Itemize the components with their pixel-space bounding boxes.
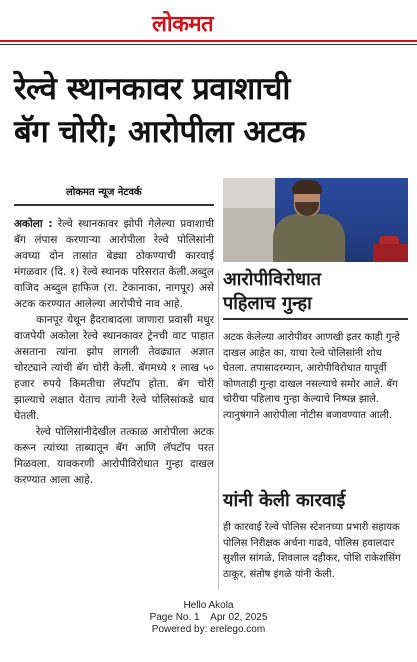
newspaper-logo: लोकमत: [152, 12, 214, 37]
article-body: [14, 216, 214, 610]
masthead: [0, 0, 417, 46]
masthead-thin-rule: [0, 44, 417, 45]
sidebar-1-rule: [223, 318, 408, 320]
sidebar-2-heading: यांनी केली कारवाई: [223, 490, 346, 511]
article-headline: [14, 68, 406, 154]
footer-page-date: Page No. 1 Apr 02, 2025: [149, 612, 268, 623]
footer-powered-by: Powered by: erelego.com: [151, 624, 266, 635]
byline-box: [14, 178, 214, 206]
paragraph-3: रेल्वे पोलिसांनीदेखील तत्काळ आरोपीला अटक करून त्यांच्या ताब्यातून बॅग आणि लॅपटॉप परत मिळवला. यावकरणी आरोपीविरोधात गुन्हा दाखल करण्यात आला आहे.: [14, 426, 214, 486]
paragraph-1: [14, 216, 214, 312]
sidebar-1-heading: [223, 268, 408, 316]
paragraph-2: कानपूर येथून हैदराबादला जाणारा प्रवासी मधुर वाजपेयी अकोला रेल्वे स्थानकावर ट्रेनची वाट पाहात असताना त्यांना झोप लागली तेवढ्यात अज्ञात चोरट्याने त्यांची बॅग चोरी केली. बॅगमध्ये १ लाख ५० हजार रुपये किमतीचा लॅपटॉप होता. बॅग चोरी झाल्याचे लक्षात येताच त्यांनी रेल्वे पोलिसांकडे धाव घेतली.: [14, 314, 214, 422]
masthead-red-rule: [0, 40, 417, 42]
headline-line-2: बॅग चोरी; आरोपीला अटक: [14, 114, 306, 150]
accused-photo: [223, 178, 408, 262]
headline-line-1: रेल्वे स्थानकावर प्रवाशाची: [14, 71, 290, 107]
footer-edition: Hello Akola: [183, 600, 234, 611]
paragraph-1-text: रेल्वे स्थानकावर झोपी गेलेल्या प्रवाशाची बॅग लंपास करणाऱ्या आरोपीला रेल्वे पोलिसांनी अवघ्या दोन तासांत बेड्या ठोकण्याची कारवाई मंगळवार (दि. १) रेल्वे स्थानक परिसरात केली.अब्दुल वाजिद अब्दुल हाफिज (रा. टेकानाका, नागपूर) असे अटक करण्यात आलेल्या आरोपीचे नाव आहे.: [14, 218, 214, 310]
sidebar-1-body: अटक केलेल्या आरोपीवर आणखी इतर काही गुन्हे दाखल आहेत का, याचा रेल्वे पोलिसांनी शोध घेतला. तपासादरम्यान, आरोपीविरोधात यापूर्वी कोणताही गुन्हा दाखल नसल्याचे समोर आले. बॅग चोरीचा पहिलाच गुन्हा केल्याचे निष्पन्न झाले. त्यानुषंगाने आरोपीला नोटीस बजावण्यात आली.: [223, 332, 400, 421]
byline: लोकमत न्यूज नेटवर्क: [66, 187, 142, 198]
column-divider: [218, 270, 219, 590]
sidebar-1-heading-line-1: आरोपीविरोधात: [223, 269, 321, 290]
sidebar-1-heading-line-2: पहिलाच गुन्हा: [223, 293, 312, 314]
page-footer: [0, 600, 417, 662]
dateline: अकोला :: [14, 218, 53, 230]
sidebar-2-body: ही कारवाई रेल्वे पोलिस स्टेशनच्या प्रभारी सहायक पोलिस निरीक्षक अर्चना गाढवे, पोलिस हवालदार सुशील सांगळे, शिवलाल दहीकर, पोशि राकेशसिंग ठाकूर, संतोष इंगळे यांनी केली.: [223, 522, 401, 580]
